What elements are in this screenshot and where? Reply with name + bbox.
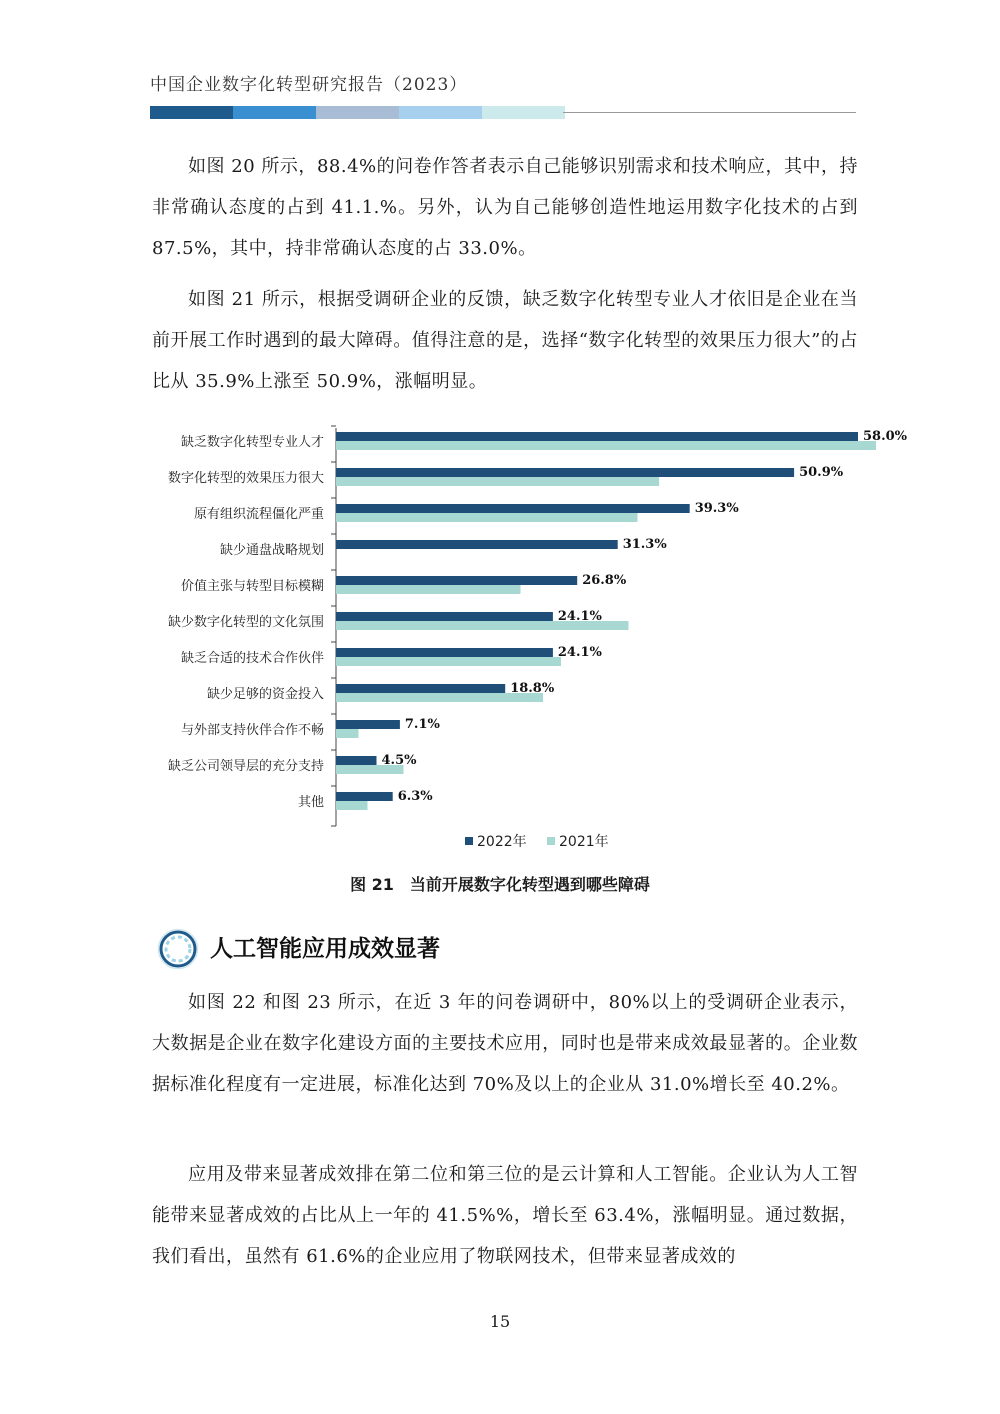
header-bar-segment xyxy=(233,106,316,119)
ring-icon xyxy=(157,928,199,970)
legend-label: 2022年 xyxy=(477,834,527,850)
category-label: 缺少数字化转型的文化氛围 xyxy=(167,615,324,630)
legend-label: 2021年 xyxy=(559,834,609,850)
data-label: 7.1% xyxy=(404,717,440,732)
category-label: 缺乏公司领导层的充分支持 xyxy=(167,759,324,774)
header-bar-segment xyxy=(150,106,233,119)
paragraph-4: 应用及带来显著成效排在第二位和第三位的是云计算和人工智能。企业认为人工智能带来显著成效的占比从上一年的 41.5%%，增长至 63.4%，涨幅明显。通过数据，我们看出，虽然有 61.6%的企业应用了物联网技术，但带来显著成效的 xyxy=(152,1164,858,1267)
category-label: 价值主张与转型目标模糊 xyxy=(180,579,324,594)
data-label: 18.8% xyxy=(510,681,555,696)
category-label: 原有组织流程僵化严重 xyxy=(193,507,324,522)
bar-2021 xyxy=(336,801,368,810)
bar-2022 xyxy=(336,720,400,729)
data-label: 39.3% xyxy=(694,501,739,516)
data-label: 50.9% xyxy=(799,465,844,480)
legend-swatch xyxy=(547,837,555,845)
header-color-bar xyxy=(150,106,565,119)
bar-2021 xyxy=(336,513,638,522)
data-label: 26.8% xyxy=(582,573,627,588)
category-label: 缺少足够的资金投入 xyxy=(206,687,324,702)
header-bar-segment xyxy=(316,106,399,119)
section-title: 人工智能应用成效显著 xyxy=(210,936,440,962)
category-label: 数字化转型的效果压力很大 xyxy=(167,471,324,486)
bar-2022 xyxy=(336,648,553,657)
bar-2021 xyxy=(336,477,659,486)
bar-2022 xyxy=(336,756,377,765)
bar-2021 xyxy=(336,585,521,594)
bar-2022 xyxy=(336,792,393,801)
category-label: 缺乏数字化转型专业人才 xyxy=(180,435,324,450)
figure-caption: 图 21 当前开展数字化转型遇到哪些障碍 xyxy=(350,875,650,894)
bar-2022 xyxy=(336,432,858,441)
bar-2022 xyxy=(336,540,618,549)
data-label: 24.1% xyxy=(557,609,602,624)
bar-2022 xyxy=(336,684,505,693)
category-label: 缺乏合适的技术合作伙伴 xyxy=(180,651,324,666)
header-bar-segment xyxy=(399,106,482,119)
data-label: 24.1% xyxy=(557,645,602,660)
report-header-title: 中国企业数字化转型研究报告（2023） xyxy=(150,75,468,95)
page-number: 15 xyxy=(489,1312,511,1331)
category-label: 缺少通盘战略规划 xyxy=(219,543,324,558)
legend-swatch xyxy=(465,837,473,845)
data-label: 31.3% xyxy=(622,537,667,552)
paragraph-3: 如图 22 和图 23 所示，在近 3 年的问卷调研中，80%以上的受调研企业表示，大数据是企业在数字化建设方面的主要技术应用，同时也是带来成效最显著的。企业数据标准化程度有一定进展，标准化达到 70%及以上的企业从 31.0%增长至 40.2%。 xyxy=(152,992,858,1095)
header-rule xyxy=(563,112,856,113)
data-label: 4.5% xyxy=(381,753,417,768)
bar-2021 xyxy=(336,657,561,666)
bar-2022 xyxy=(336,468,794,477)
bar-2022 xyxy=(336,612,553,621)
data-label: 6.3% xyxy=(397,789,433,804)
category-label: 其他 xyxy=(297,795,324,810)
bar-2022 xyxy=(336,576,577,585)
paragraph-2: 如图 21 所示，根据受调研企业的反馈，缺乏数字化转型专业人才依旧是企业在当前开展工作时遇到的最大障碍。值得注意的是，选择“数字化转型的效果压力很大”的占比从 35.9%上涨至 50.9%，涨幅明显。 xyxy=(152,289,858,392)
header-bar-segment xyxy=(482,106,565,119)
bar-2022 xyxy=(336,504,690,513)
paragraph-1: 如图 20 所示，88.4%的问卷作答者表示自己能够识别需求和技术响应，其中，持非常确认态度的占到 41.1.%。另外，认为自己能够创造性地运用数字化技术的占到 87.5%，其中，持非常确认态度的占 33.0%。 xyxy=(152,156,858,259)
bar-2021 xyxy=(336,729,359,738)
data-label: 58.0% xyxy=(863,429,908,444)
category-label: 与外部支持伙伴合作不畅 xyxy=(180,723,324,738)
bar-2021 xyxy=(336,441,876,450)
obstacles-bar-chart xyxy=(120,420,908,860)
